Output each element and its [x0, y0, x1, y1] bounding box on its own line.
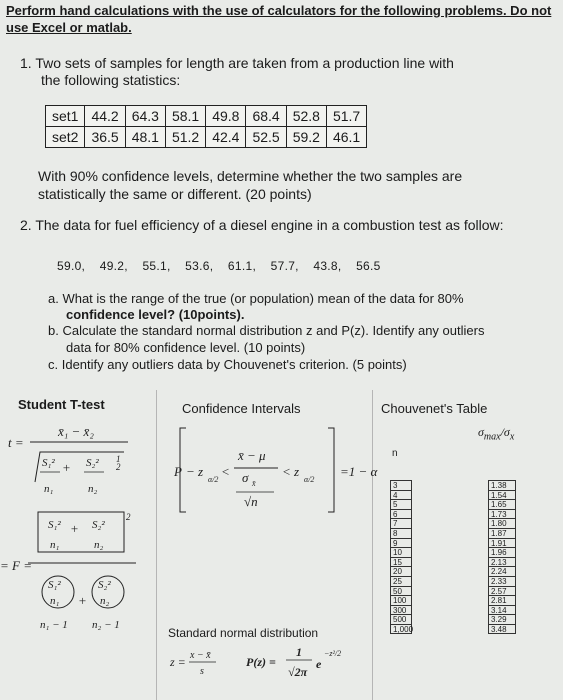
- ci-formula-graphic: [156, 420, 378, 580]
- q2-text-1: 2. The data for fuel efficiency of a diesel engine in a combustion test as follow:: [20, 217, 504, 233]
- table-cell: 1.65: [488, 499, 516, 509]
- table-cell: 2.33: [488, 576, 516, 586]
- ttest-title: Student T-test: [18, 397, 105, 412]
- svg-text:2: 2: [116, 462, 121, 472]
- table-cell: 44.2: [85, 106, 125, 127]
- svg-text:= F =: = F =: [0, 558, 32, 573]
- svg-text:σ: σ: [242, 470, 249, 485]
- table-cell: 49.8: [206, 106, 246, 127]
- table-cell: 20: [390, 566, 412, 576]
- svg-text:S₁²: S₁²: [48, 519, 61, 531]
- table-cell: 1.87: [488, 528, 516, 538]
- table-cell: 3: [390, 480, 412, 490]
- table-cell: 4: [390, 490, 412, 500]
- table-cell: 64.3: [125, 106, 165, 127]
- q1-text-2: the following statistics:: [41, 72, 181, 88]
- table-cell: 10: [390, 547, 412, 557]
- ttest-formula-graphic: [0, 420, 156, 700]
- table-cell: 52.5: [246, 127, 286, 148]
- table-cell: 3.48: [488, 624, 516, 634]
- std-normal-formula-graphic: [156, 640, 372, 700]
- svg-text:−z²/2: −z²/2: [324, 649, 342, 658]
- table-cell: 1.96: [488, 547, 516, 557]
- svg-text:n₂: n₂: [94, 539, 104, 551]
- chou-title: Chouvenet's Table: [381, 401, 488, 416]
- svg-text:n₂ − 1: n₂ − 1: [92, 619, 120, 631]
- table-cell: 500: [390, 614, 412, 624]
- table-row: [388, 614, 528, 624]
- table-row: [388, 557, 528, 567]
- chou-n-header: n: [392, 448, 398, 459]
- table-cell: 25: [390, 576, 412, 586]
- table-cell: 2.24: [488, 566, 516, 576]
- svg-text:√n: √n: [244, 494, 258, 509]
- table-row: [388, 480, 528, 490]
- table-cell: 1.54: [488, 490, 516, 500]
- svg-text:− z: − z: [186, 464, 204, 479]
- table-cell: 1.73: [488, 509, 516, 519]
- svg-text:s: s: [200, 666, 204, 677]
- q2-values: 59.0, 49.2, 55.1, 53.6, 61.1, 57.7, 43.8, 56.5: [57, 259, 381, 273]
- table-row: [388, 547, 528, 557]
- table-row: [388, 595, 528, 605]
- svg-text:z =: z =: [170, 655, 186, 669]
- svg-text:n₁: n₁: [50, 595, 60, 607]
- table-cell: 2.81: [488, 595, 516, 605]
- svg-text:P: P: [174, 464, 182, 479]
- svg-text:x̄₁ − x̄₂: x̄₁ − x̄₂: [58, 424, 94, 439]
- table-cell: 2.57: [488, 586, 516, 596]
- q1-stats-table: [45, 105, 367, 148]
- svg-text:x − x̄: x − x̄: [190, 650, 211, 661]
- chou-ratio-header: $\sigma_{max}/\sigma_x$: [478, 425, 515, 443]
- table-row: [388, 566, 528, 576]
- table-cell: set1: [46, 106, 85, 127]
- table-cell: 100: [390, 595, 412, 605]
- svg-text:1: 1: [116, 454, 121, 464]
- table-row: [46, 106, 367, 127]
- table-cell: set2: [46, 127, 85, 148]
- q1-note-1: With 90% confidence levels, determine whether the two samples are: [38, 168, 463, 184]
- table-cell: 5: [390, 499, 412, 509]
- table-row: [388, 509, 528, 519]
- table-cell: 7: [390, 518, 412, 528]
- svg-text:n₁: n₁: [50, 539, 60, 551]
- svg-text:S₁²: S₁²: [48, 579, 61, 591]
- table-cell: 51.7: [326, 106, 366, 127]
- svg-text:2: 2: [126, 512, 131, 522]
- table-cell: 58.1: [165, 106, 205, 127]
- table-cell: 36.5: [85, 127, 125, 148]
- chou-table: [388, 480, 528, 634]
- table-cell: 50: [390, 586, 412, 596]
- q2-b-line-2: data for 80% confidence level. (10 points): [66, 340, 306, 355]
- table-row: [388, 576, 528, 586]
- svg-text:e: e: [316, 657, 322, 671]
- q1-note-2: statistically the same or different. (20 points): [38, 186, 312, 202]
- table-cell: 3.29: [488, 614, 516, 624]
- table-cell: 1.91: [488, 538, 516, 548]
- svg-text:α/2: α/2: [304, 475, 315, 484]
- svg-text:α/2: α/2: [208, 475, 219, 484]
- table-cell: 6: [390, 509, 412, 519]
- table-row: [388, 538, 528, 548]
- header-line-2: use Excel or matlab.: [6, 20, 132, 35]
- std-normal-label: Standard normal distribution: [168, 626, 319, 640]
- svg-text:S₁²: S₁²: [42, 457, 55, 469]
- q2-a-line-2: confidence level? (10points).: [66, 307, 245, 322]
- table-cell: 52.8: [286, 106, 326, 127]
- svg-text:√2π: √2π: [288, 665, 308, 679]
- svg-text:=1 − α: =1 − α: [340, 464, 378, 479]
- table-cell: 2.13: [488, 557, 516, 567]
- table-row: [46, 127, 367, 148]
- divider: [372, 390, 373, 700]
- table-cell: 59.2: [286, 127, 326, 148]
- svg-text:n₁: n₁: [44, 483, 54, 495]
- svg-text:n₁ − 1: n₁ − 1: [40, 619, 68, 631]
- table-cell: 300: [390, 605, 412, 615]
- table-cell: 9: [390, 538, 412, 548]
- svg-text:<: <: [221, 464, 230, 479]
- table-row: [388, 605, 528, 615]
- q2-c-line-1: c. Identify any outliers data by Chouvenet's criterion. (5 points): [48, 357, 407, 372]
- header-line-1: Perform hand calculations with the use of calculators for the following problems. Do not: [6, 3, 552, 18]
- table-cell: 48.1: [125, 127, 165, 148]
- table-cell: 46.1: [326, 127, 366, 148]
- table-cell: 1.80: [488, 518, 516, 528]
- table-cell: 3.14: [488, 605, 516, 615]
- svg-text:< z: < z: [282, 464, 300, 479]
- q2-b-line-1: b. Calculate the standard normal distribution z and P(z). Identify any outliers: [48, 323, 485, 338]
- table-row: [388, 528, 528, 538]
- svg-text:S₂²: S₂²: [92, 519, 105, 531]
- table-row: [388, 586, 528, 596]
- table-cell: 1.38: [488, 480, 516, 490]
- table-row: [388, 624, 528, 634]
- q2-a-line-1: a. What is the range of the true (or population) mean of the data for 80%: [48, 291, 464, 306]
- table-cell: 68.4: [246, 106, 286, 127]
- table-cell: 51.2: [165, 127, 205, 148]
- q1-text-1: 1. Two sets of samples for length are taken from a production line with: [20, 55, 454, 71]
- svg-text:1: 1: [296, 645, 302, 659]
- svg-text:S₂²: S₂²: [98, 579, 111, 591]
- svg-text:S₂²: S₂²: [86, 457, 99, 469]
- svg-text:x̄: x̄: [252, 479, 256, 488]
- svg-text:+: +: [70, 521, 79, 536]
- svg-text:t =: t =: [8, 435, 24, 450]
- table-cell: 1,000: [390, 624, 412, 634]
- table-row: [388, 499, 528, 509]
- ci-title: Confidence Intervals: [182, 401, 301, 416]
- svg-text:+: +: [62, 460, 71, 475]
- table-cell: 8: [390, 528, 412, 538]
- table-row: [388, 518, 528, 528]
- table-row: [388, 490, 528, 500]
- svg-text:+: +: [78, 593, 87, 608]
- svg-text:n₂: n₂: [88, 483, 98, 495]
- svg-text:x̄ − μ: x̄ − μ: [238, 448, 266, 463]
- table-cell: 42.4: [206, 127, 246, 148]
- svg-text:n₂: n₂: [100, 595, 110, 607]
- svg-text:P(z) =: P(z) =: [246, 655, 276, 669]
- table-cell: 15: [390, 557, 412, 567]
